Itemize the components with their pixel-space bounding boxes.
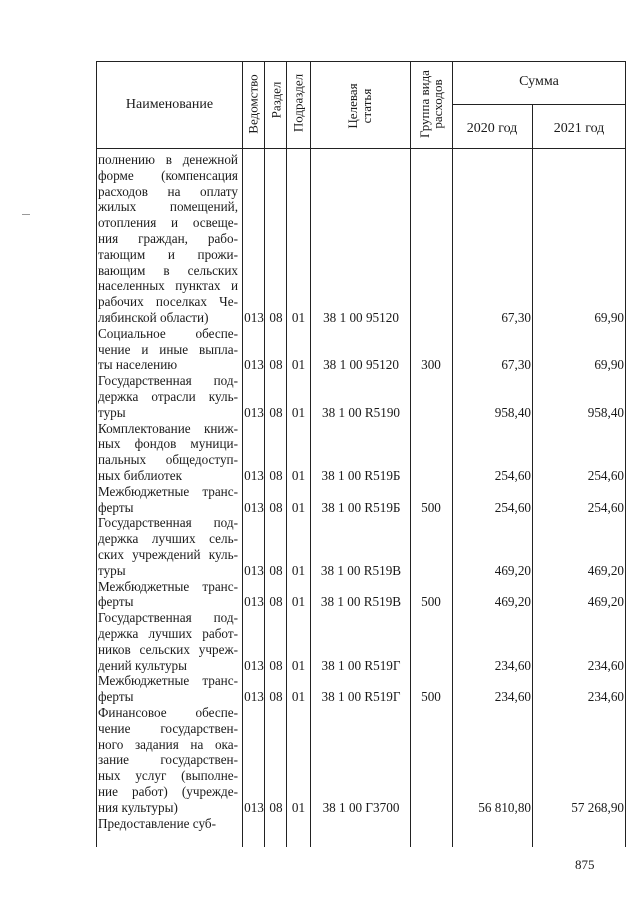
row-razdel: 08 <box>269 799 283 815</box>
row-name-line: туры <box>98 404 126 420</box>
header-name: Наименование <box>125 97 214 112</box>
row-name-line: ных библиотек <box>98 467 183 483</box>
col-border-1 <box>242 61 243 847</box>
row-podrazdel: 01 <box>291 404 306 420</box>
row-razdel: 08 <box>269 499 283 515</box>
row-vedomstvo: 013 <box>244 357 264 373</box>
row-name <box>98 421 238 484</box>
row-name-line: ния культуры) <box>98 799 178 815</box>
row-razdel: 08 <box>269 404 283 420</box>
row-name-line: ферты <box>98 594 134 610</box>
row-celevaya: 38 1 00 R519В <box>320 594 402 610</box>
table-left-border <box>96 61 97 847</box>
header-2020: 2020 год <box>466 121 518 136</box>
row-name <box>98 152 238 326</box>
row-name-line: ния граждан, рабо- <box>98 230 238 246</box>
table-right-border <box>625 61 626 847</box>
row-podrazdel: 01 <box>291 562 306 578</box>
row-celevaya: 38 1 00 R519В <box>320 562 402 578</box>
header-celevaya: Целевая статья <box>345 83 374 129</box>
row-razdel: 08 <box>269 310 283 325</box>
row-name-line: ных услуг (выполне- <box>98 768 238 784</box>
row-2021: 254,60 <box>587 499 624 515</box>
sum-subheader-border <box>452 104 626 105</box>
row-name-line: Государственная под- <box>98 610 238 626</box>
row-celevaya: 38 1 00 R5190 <box>321 404 401 420</box>
row-name <box>98 579 238 611</box>
row-podrazdel: 01 <box>291 799 306 815</box>
row-vedomstvo: 013 <box>244 799 264 815</box>
row-name-line: лябинской области) <box>98 309 209 325</box>
row-name-line: дений культуры <box>98 657 187 673</box>
row-name-line: чение государствен- <box>98 720 238 736</box>
row-vedomstvo: 013 <box>244 689 264 705</box>
row-2021: 234,60 <box>587 689 624 705</box>
row-vedomstvo: 013 <box>244 562 264 578</box>
row-name-line: жилых помещений, <box>98 199 238 215</box>
row-gruppa: 500 <box>421 594 441 610</box>
row-name-line: отопления и освеще- <box>98 215 238 231</box>
row-name-line: ты населению <box>98 357 178 373</box>
header-bottom-border <box>96 148 626 149</box>
row-podrazdel: 01 <box>291 657 306 673</box>
header-vedomstvo: Ведомство <box>245 74 261 134</box>
row-vedomstvo: 013 <box>244 657 264 673</box>
row-celevaya: 38 1 00 95120 <box>323 310 399 325</box>
row-vedomstvo: 013 <box>244 310 264 325</box>
row-podrazdel: 01 <box>291 689 306 705</box>
row-name <box>98 673 238 705</box>
row-name-line: зание государствен- <box>98 752 238 768</box>
row-2020: 56 810,80 <box>478 799 531 815</box>
row-name-line: ферты <box>98 689 134 705</box>
row-name-line: Финансовое обеспе- <box>98 705 238 720</box>
row-name <box>98 816 238 832</box>
row-name-line: туры <box>98 562 126 578</box>
row-podrazdel: 01 <box>291 499 306 515</box>
row-2020: 469,20 <box>494 562 531 578</box>
header-gruppa: Группа вида расходов <box>417 70 445 138</box>
page-number: 875 <box>575 857 595 872</box>
row-name-line: ние работ) (учрежде- <box>98 783 238 799</box>
row-celevaya: 38 1 00 R519Б <box>321 499 401 515</box>
row-name-line: форме (компенсация <box>98 167 238 183</box>
header-razdel: Раздел <box>268 81 284 119</box>
row-name-line: держка отрасли куль- <box>98 388 238 404</box>
row-vedomstvo: 013 <box>244 594 264 610</box>
row-name-line: вающим в сельских <box>98 262 238 278</box>
row-name-line: населенных пунктах и <box>98 278 238 294</box>
row-name <box>98 326 238 373</box>
row-name-line: Государственная под- <box>98 515 238 531</box>
col-border-6 <box>452 61 453 847</box>
row-razdel: 08 <box>269 468 283 483</box>
row-razdel: 08 <box>269 562 283 578</box>
row-2021: 254,60 <box>587 468 624 483</box>
row-razdel: 08 <box>269 594 283 610</box>
row-name-line: Межбюджетные транс- <box>98 578 238 594</box>
row-name-line: чение и иные выпла- <box>98 341 238 357</box>
row-name <box>98 484 238 516</box>
row-2021: 69,90 <box>594 310 624 325</box>
col-border-5 <box>410 61 411 847</box>
row-name-line: Социальное обеспе- <box>98 325 238 341</box>
row-razdel: 08 <box>269 689 283 705</box>
row-razdel: 08 <box>269 357 283 373</box>
row-name <box>98 515 238 578</box>
row-celevaya: 38 1 00 R519Б <box>321 468 401 483</box>
row-gruppa: 300 <box>421 357 441 373</box>
row-2021: 57 268,90 <box>571 799 624 815</box>
row-name-line: Межбюджетные транс- <box>98 483 238 499</box>
row-name <box>98 610 238 673</box>
row-2021: 69,90 <box>594 357 624 373</box>
row-name-line: ников сельских учреж- <box>98 641 238 657</box>
col-border-2 <box>264 61 265 847</box>
row-gruppa: 500 <box>421 499 441 515</box>
row-2021: 234,60 <box>587 657 624 673</box>
row-name-line: тающим и прожи- <box>98 246 238 262</box>
row-podrazdel: 01 <box>291 357 306 373</box>
row-2020: 469,20 <box>494 594 531 610</box>
row-2020: 234,60 <box>494 657 531 673</box>
header-summa: Сумма <box>519 74 559 89</box>
row-2020: 958,40 <box>494 404 531 420</box>
row-name-line: полнению в денежной <box>98 152 238 167</box>
row-podrazdel: 01 <box>291 594 306 610</box>
row-vedomstvo: 013 <box>244 404 264 420</box>
row-name-line: Комплектование книж- <box>98 420 238 436</box>
row-celevaya: 38 1 00 95120 <box>323 357 399 373</box>
row-name-line: ного задания на ока- <box>98 736 238 752</box>
row-name-line: Межбюджетные транс- <box>98 673 238 689</box>
row-2020: 254,60 <box>494 468 531 483</box>
row-name-line: держка лучших работ- <box>98 625 238 641</box>
row-name-line: пальных общедоступ- <box>98 452 238 468</box>
row-gruppa: 500 <box>421 689 441 705</box>
row-name-line: ных фондов муници- <box>98 436 238 452</box>
row-podrazdel: 01 <box>291 310 306 325</box>
row-2020: 67,30 <box>501 310 531 325</box>
col-border-3 <box>286 61 287 847</box>
row-2021: 469,20 <box>587 562 624 578</box>
row-name-line: Государственная под- <box>98 373 238 389</box>
row-celevaya: 38 1 00 Г3700 <box>322 799 400 815</box>
row-name <box>98 373 238 420</box>
header-2021: 2021 год <box>553 121 605 136</box>
row-2021: 469,20 <box>587 594 624 610</box>
row-2020: 234,60 <box>494 689 531 705</box>
row-name-line: ферты <box>98 499 134 515</box>
row-name-line: Предоставление суб- <box>98 815 217 831</box>
row-name-line: ских учреждений куль- <box>98 546 238 562</box>
row-2020: 67,30 <box>501 357 531 373</box>
row-razdel: 08 <box>269 657 283 673</box>
header-podrazdel: Подраздел <box>290 73 306 133</box>
row-name-line: держка лучших сель- <box>98 531 238 547</box>
row-celevaya: 38 1 00 R519Г <box>321 689 401 705</box>
row-vedomstvo: 013 <box>244 468 264 483</box>
row-podrazdel: 01 <box>291 468 306 483</box>
table-top-border <box>96 61 626 62</box>
row-celevaya: 38 1 00 R519Г <box>321 657 401 673</box>
col-border-7 <box>532 104 533 847</box>
row-2021: 958,40 <box>587 404 624 420</box>
margin-mark <box>22 214 30 215</box>
row-name <box>98 705 238 816</box>
row-2020: 254,60 <box>494 499 531 515</box>
row-name-line: расходов на оплату <box>98 183 238 199</box>
row-name-line: рабочих поселках Че- <box>98 294 238 310</box>
row-vedomstvo: 013 <box>244 499 264 515</box>
col-border-4 <box>310 61 311 847</box>
